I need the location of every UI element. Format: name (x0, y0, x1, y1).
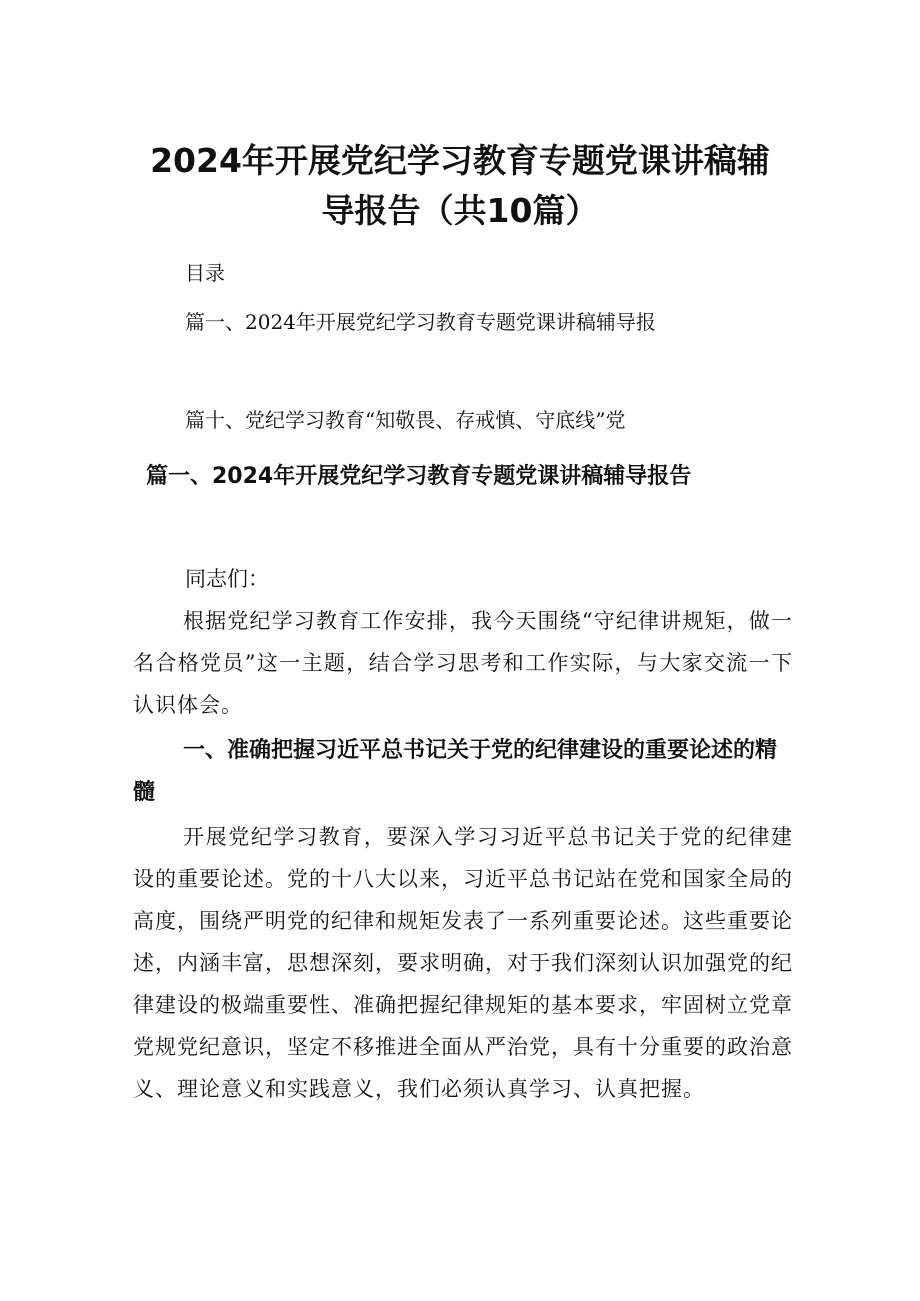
paragraph-intro: 根据党纪学习教育工作安排，我今天围绕“守纪律讲规矩，做一名合格党员”这一主题，结合学习思考和工作实际，与大家交流一下认识体会。 (133, 609, 793, 717)
toc-heading: 目录 (185, 261, 225, 285)
toc-item-10[interactable]: 篇十、党纪学习教育“知敬畏、存戒慎、守底线”党 (185, 408, 626, 432)
subheading-one: 一、准确把握习近平总书记关于党的纪律建设的重要论述的精髓 (133, 738, 778, 805)
section-heading: 篇一、2024年开展党纪学习教育专题党课讲稿辅导报告 (146, 464, 692, 489)
toc-item-1[interactable]: 篇一、2024年开展党纪学习教育专题党课讲稿辅导报 (185, 310, 656, 334)
greeting: 同志们： (185, 567, 269, 591)
document-title-line-1: 2024年开展党纪学习教育专题党课讲稿辅 (150, 141, 770, 180)
paragraph-body: 开展党纪学习教育，要深入学习习近平总书记关于党的纪律建设的重要论述。党的十八大以来，习近平总书记站在党和国家全局的高度，围绕严明党的纪律和规矩发表了一系列重要论述。这些重要论述，内涵丰富，思想深刻，要求明确，对于我们深刻认识加强党的纪律建设的极端重要性、准确把握纪律规矩的基本要求，牢固树立党章党规党纪意识，坚定不移推进全面从严治党，具有十分重要的政治意义、理论意义和实践意义，我们必须认真学习、认真把握。 (133, 825, 793, 1101)
document-title-line-2: 导报告（共10篇） (321, 191, 599, 230)
